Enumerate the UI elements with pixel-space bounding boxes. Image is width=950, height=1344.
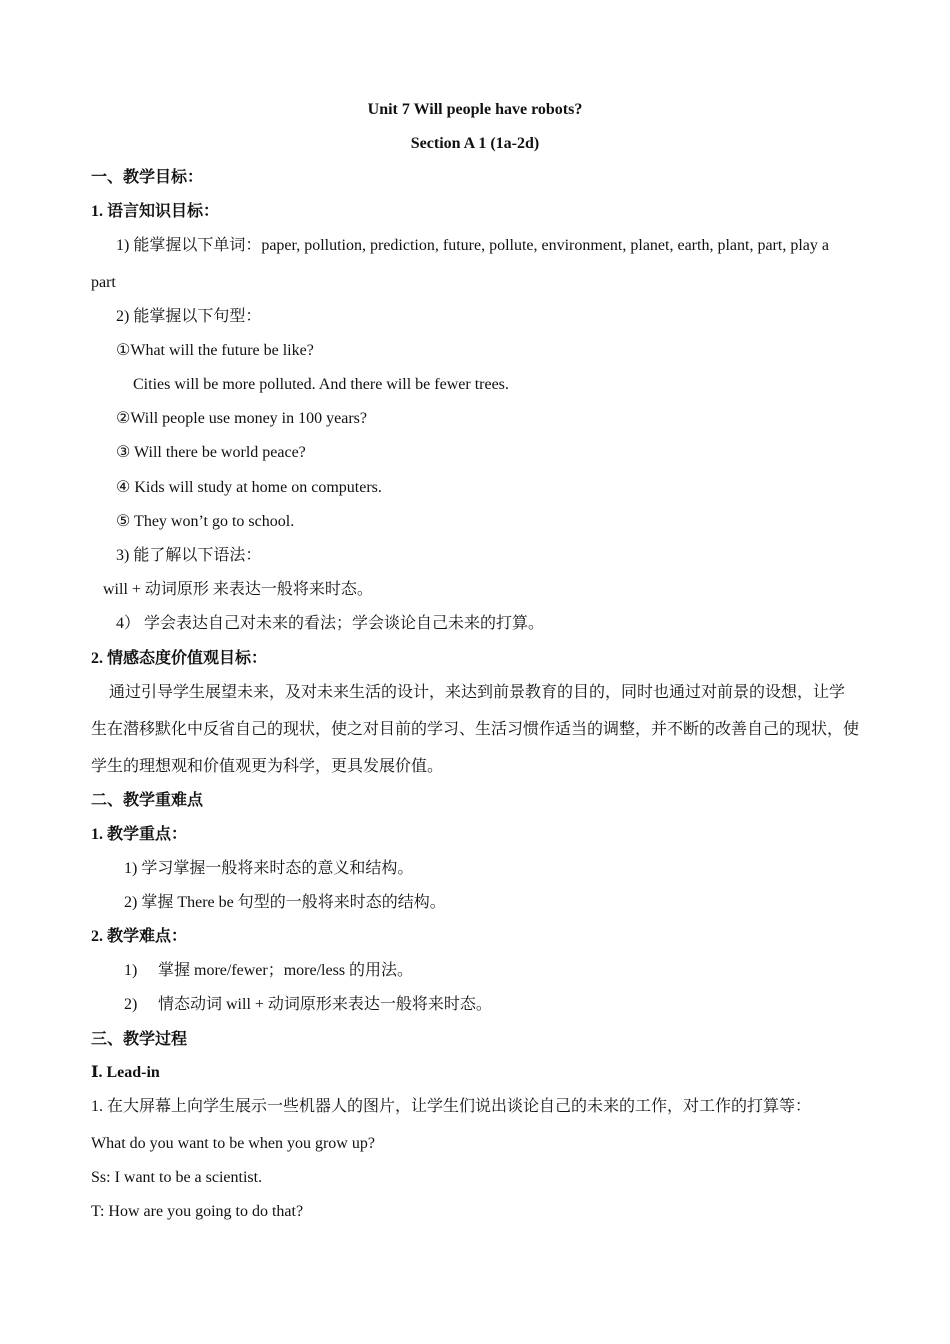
sentence-patterns-label: 2) 能掌握以下句型： xyxy=(116,308,262,325)
difficult-point-2: 情态动词 will + 动词原形来表达一般将来时态。 xyxy=(158,996,492,1013)
difficult-point-2-number: 2) xyxy=(124,996,138,1013)
language-goal-4: 4） 学会表达自己对未来的看法；学会谈论自己未来的打算。 xyxy=(116,615,545,632)
vocab-line-1: 1) 能掌握以下单词：paper, pollution, prediction, future, pollute, environment, planet, earth, plant, part, play a xyxy=(116,237,829,254)
sentence-pattern-4: ④ Kids will study at home on computers. xyxy=(116,479,382,496)
dialogue-question-1: What do you want to be when you grow up? xyxy=(91,1135,375,1152)
emotional-goals-paragraph: 通过引导学生展望未来，及对未来生活的设计，来达到前景教育的目的，同时也通过对前景的设想，让学生在潜移默化中反省自己的现状，使之对目前的学习、生活习惯作适当的调整，并不断的改善自己的现状，使学生的理想观和价值观更为科学，更具发展价值。 xyxy=(91,684,860,775)
sentence-pattern-2: ②Will people use money in 100 years? xyxy=(116,410,367,427)
dialogue-question-2: T: How are you going to do that? xyxy=(91,1203,304,1220)
subheading-difficult-points: 2. 教学难点： xyxy=(91,928,188,945)
key-point-1: 1) 学习掌握一般将来时态的意义和结构。 xyxy=(124,860,414,877)
page-title: Unit 7 Will people have robots? xyxy=(367,101,583,118)
difficult-point-1-number: 1) xyxy=(124,962,138,979)
dialogue-answer-1: Ss: I want to be a scientist. xyxy=(91,1169,263,1186)
grammar-label: 3) 能了解以下语法： xyxy=(116,547,262,564)
subheading-language-goals: 1. 语言知识目标： xyxy=(91,203,220,220)
sentence-pattern-5: ⑤ They won’t go to school. xyxy=(116,513,295,530)
subheading-emotional-goals: 2. 情感态度价值观目标： xyxy=(91,650,268,667)
key-point-2: 2) 掌握 There be 句型的一般将来时态的结构。 xyxy=(124,894,446,911)
difficult-point-1: 掌握 more/fewer；more/less 的用法。 xyxy=(158,962,414,979)
section-heading-key-points: 二、教学重难点 xyxy=(91,792,204,809)
lead-in-step-1: 1. 在大屏幕上向学生展示一些机器人的图片，让学生们说出谈论自己的未来的工作，对工作的打算等： xyxy=(91,1098,812,1115)
vocab-line-2: part xyxy=(91,274,116,291)
section-heading-objectives: 一、教学目标： xyxy=(91,169,204,186)
subheading-key-points: 1. 教学重点： xyxy=(91,826,188,843)
sentence-pattern-1-answer: Cities will be more polluted. And there will be fewer trees. xyxy=(133,376,509,393)
page-subtitle: Section A 1 (1a-2d) xyxy=(410,135,540,152)
lead-in-heading: Ⅰ. Lead-in xyxy=(91,1064,160,1081)
sentence-pattern-3: ③ Will there be world peace? xyxy=(116,444,306,461)
section-heading-process: 三、教学过程 xyxy=(91,1031,188,1048)
grammar-rule: will + 动词原形 来表达一般将来时态。 xyxy=(103,581,373,598)
sentence-pattern-1: ①What will the future be like? xyxy=(116,342,314,359)
